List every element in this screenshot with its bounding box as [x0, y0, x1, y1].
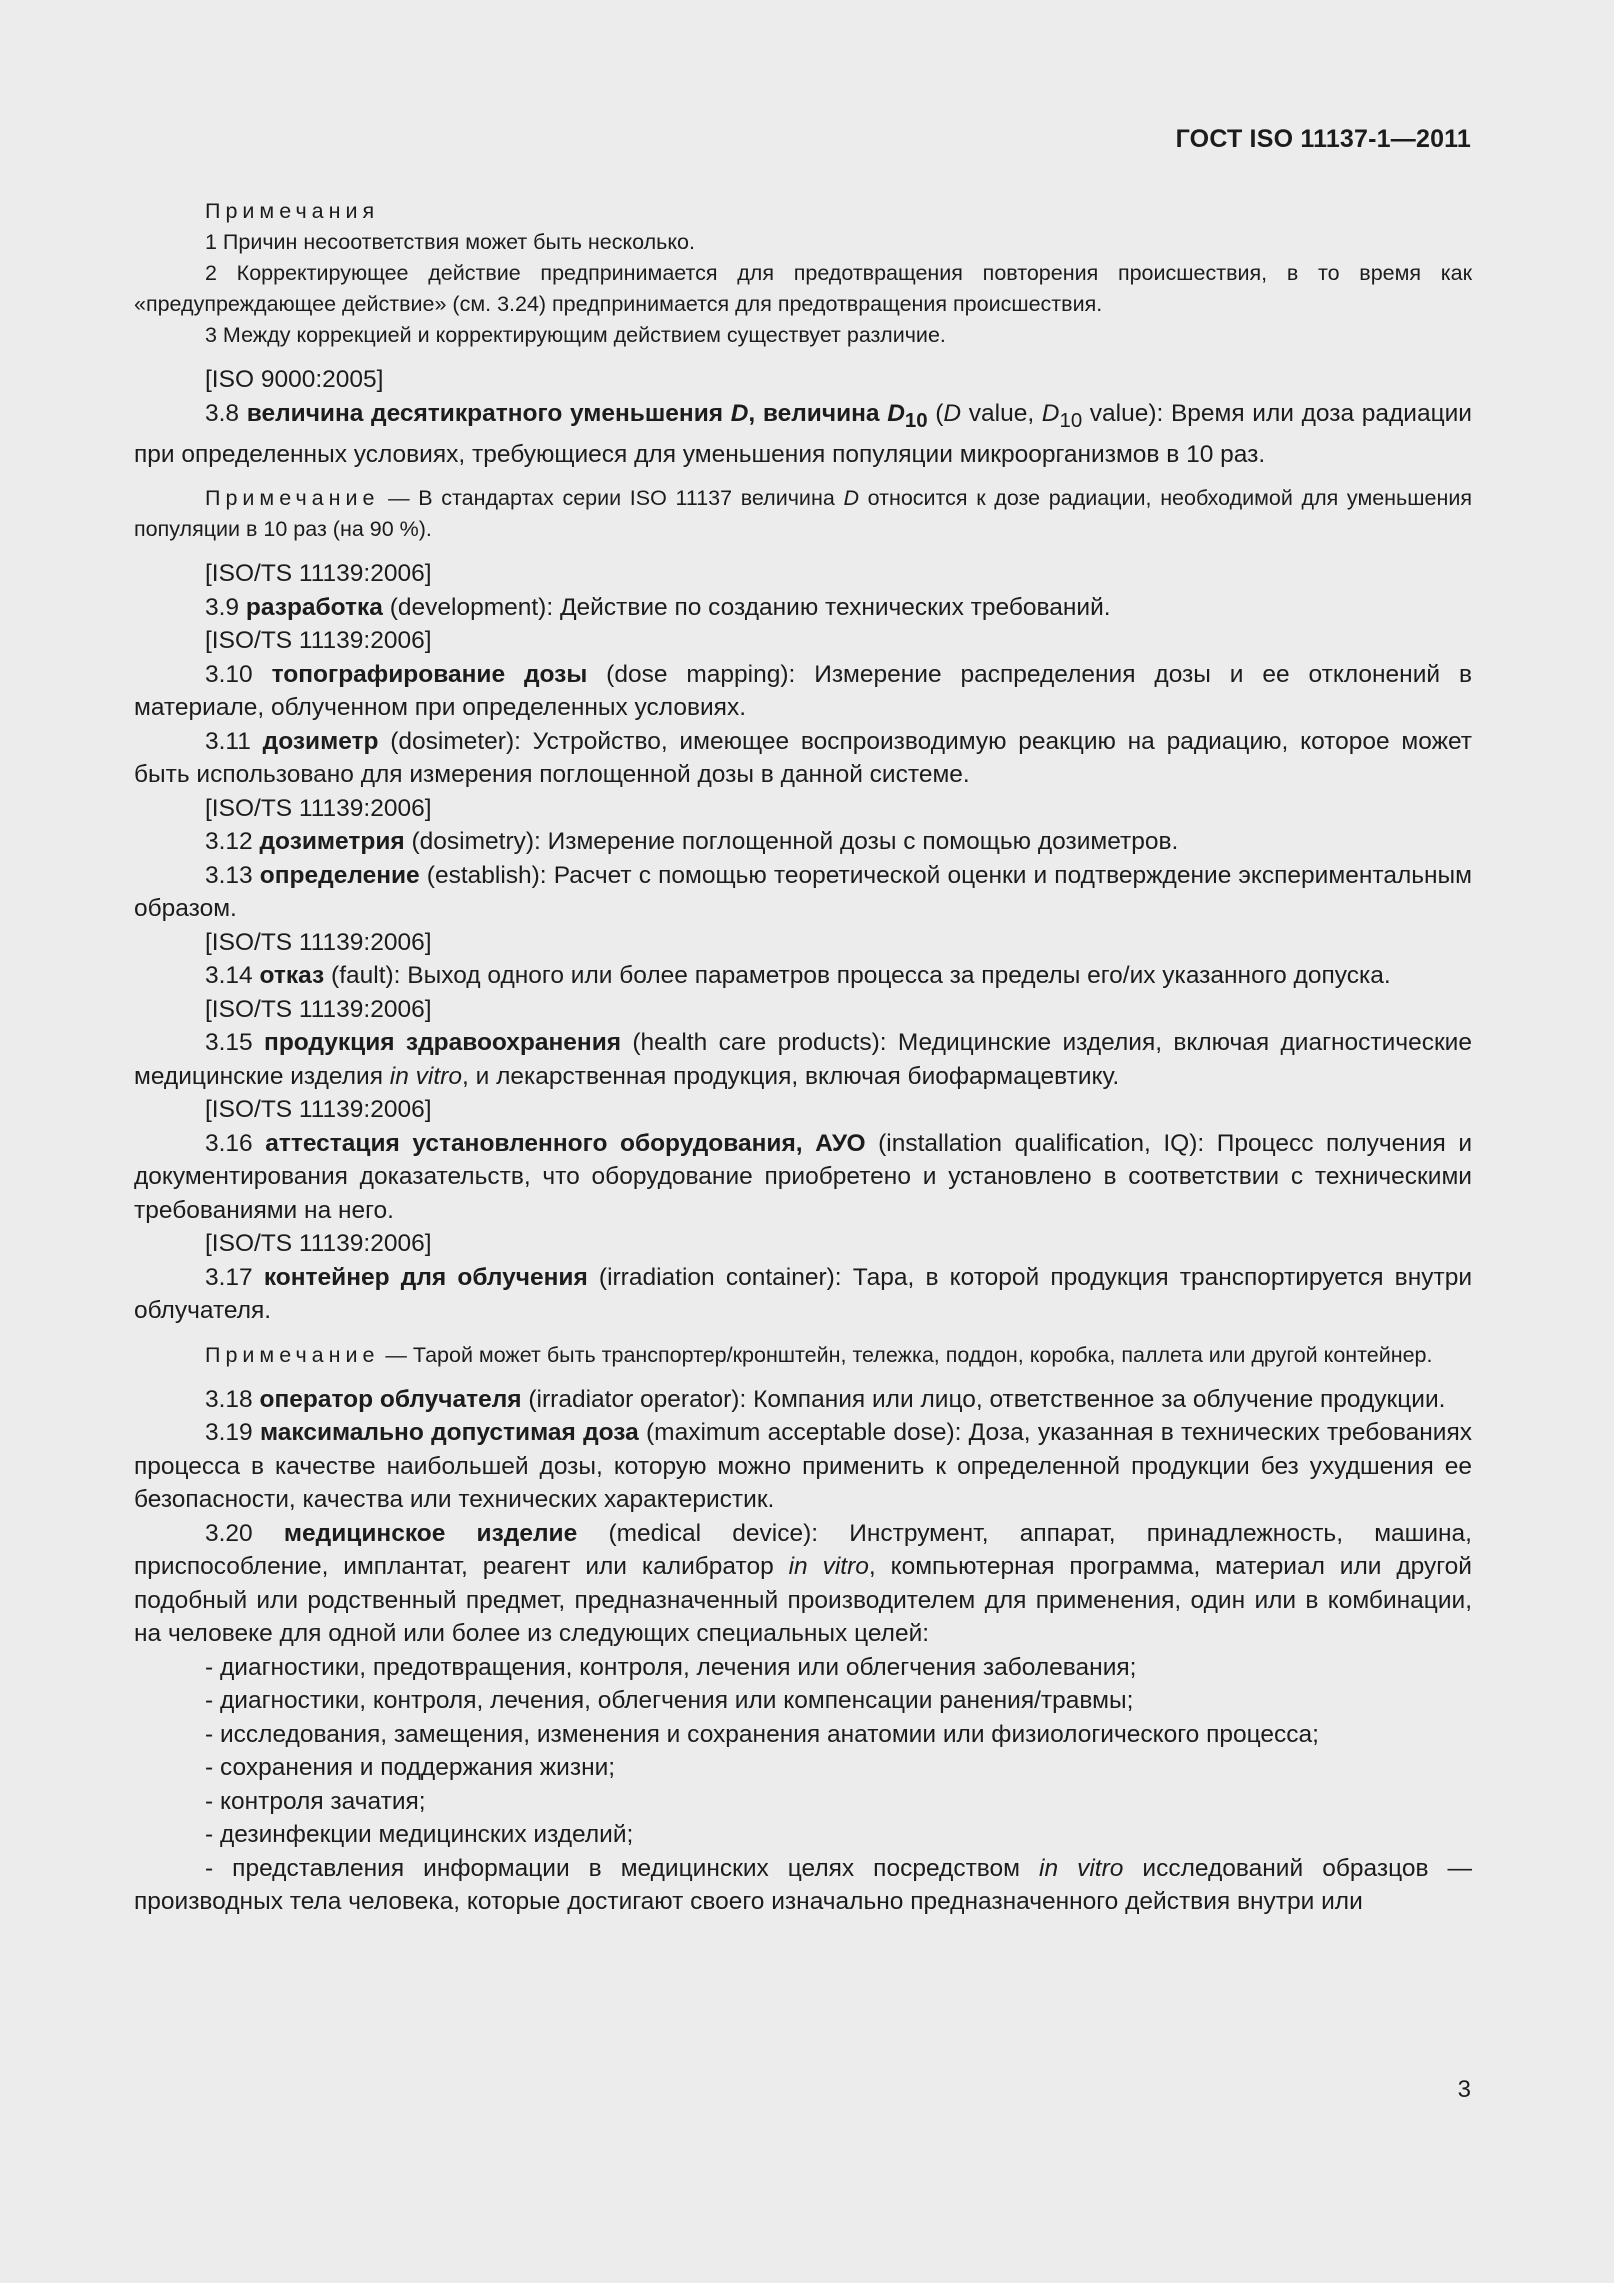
list-item: - дезинфекции медицинских изделий;: [205, 1821, 634, 1849]
list-item: - диагностики, контроля, лечения, облегчения или компенсации ранения/травмы;: [205, 1687, 1134, 1715]
note-3-8: Примечание — В стандартах серии ISO 11137 величина D относится к дозе радиации, необходимой для уменьшения популяции в 10 раз (на 90 %).: [134, 486, 1472, 542]
term-3-19: 3.19 максимально допустимая доза (maximum acceptable dose): Доза, указанная в технических требованиях процесса в качестве наибольшей дозы, которую можно применить к определенной продукции без ухудшения ее безопасности, качества или технических характеристик.: [134, 1419, 1473, 1514]
list-item: - сохранения и поддержания жизни;: [205, 1754, 616, 1782]
definitions-block-1: [134, 363, 1472, 471]
term-3-17: 3.17 контейнер для облучения (irradiation container): Тара, в которой продукция транспортируется внутри облучателя.: [134, 1263, 1473, 1325]
term-3-15: 3.15 продукция здравоохранения (health care products): Медицинские изделия, включая диагностические медицинские изделия in vitro, и лекарственная продукция, включая биофармацевтику.: [134, 1029, 1472, 1090]
note-item-2: 2 Корректирующее действие предпринимается для предотвращения повторения происшествия, в то время как «предупреждающее действие» (см. 3.24) предпринимается для предотвращения происшествия.: [134, 261, 1472, 316]
reference: [ISO/TS 11139:2006]: [205, 1230, 432, 1258]
notes-block: [134, 196, 1472, 351]
page-number: 3: [1457, 2076, 1471, 2103]
document-code: ГОСТ ISO 11137-1—2011: [1175, 125, 1471, 153]
reference: [ISO/TS 11139:2006]: [205, 928, 432, 956]
note-3-17: Примечание — Тарой может быть транспортер/кронштейн, тележка, поддон, коробка, паллета или другой контейнер.: [205, 1342, 1433, 1367]
note-label: Примечание: [205, 486, 380, 511]
notes-title: Примечания: [205, 199, 380, 223]
reference: [ISO/TS 11139:2006]: [205, 794, 432, 822]
list-item: - представления информации в медицинских целях посредством in vitro исследований образцов — производных тела человека, которые достигают своего изначально предназначенного действия внутри или: [134, 1854, 1472, 1916]
term-3-14: 3.14 отказ (fault): Выход одного или более параметров процесса за пределы его/их указанного допуска.: [205, 962, 1391, 990]
note-label: Примечание: [205, 1342, 380, 1367]
definitions-block-3: [134, 1383, 1472, 1919]
page-content: [134, 196, 1472, 1919]
term-3-8: 3.8 величина десятикратного уменьшения D, величина $D_{10}$ (D value, $D_{10}$ value): Время или доза радиации при определенных условиях, требующиеся для уменьшения популяции микроорганизмов в 10 раз.: [134, 399, 1472, 468]
list-item: - диагностики, предотвращения, контроля, лечения или облегчения заболевания;: [205, 1653, 1137, 1681]
term-3-9: 3.9 разработка (development): Действие по созданию технических требований.: [205, 593, 1111, 621]
definitions-block-2: [134, 557, 1472, 1328]
reference: [ISO/TS 11139:2006]: [205, 995, 432, 1023]
reference: [ISO/TS 11139:2006]: [205, 627, 432, 655]
term-3-8-name: величина десятикратного уменьшения D, величина $D_{10}$: [246, 399, 928, 432]
term-3-18: 3.18 оператор облучателя (irradiator operator): Компания или лицо, ответственное за облучение продукции.: [205, 1385, 1446, 1413]
note-item-1: 1 Причин несоответствия может быть несколько.: [205, 230, 695, 254]
note-item-3: 3 Между коррекцией и корректирующим действием существует различие.: [205, 323, 946, 347]
term-3-20: 3.20 медицинское изделие (medical device): Инструмент, аппарат, принадлежность, машина, приспособление, имплантат, реагент или калибратор in vitro, компьютерная программа, материал или другой подобный или родственный предмет, предназначенный производителем для применения, один или в комбинации, на человеке для одной или более из следующих специальных целей:: [134, 1519, 1472, 1648]
reference-iso9000: [ISO 9000:2005]: [205, 366, 384, 393]
term-3-13: 3.13 определение (establish): Расчет с помощью теоретической оценки и подтверждение экспериментальным образом.: [134, 861, 1472, 923]
list-item: - контроля зачатия;: [205, 1787, 426, 1815]
term-3-11: 3.11 дозиметр (dosimeter): Устройство, имеющее воспроизводимую реакцию на радиацию, которое может быть использовано для измерения поглощенной дозы в данной системе.: [134, 727, 1472, 789]
reference: [ISO/TS 11139:2006]: [205, 1096, 432, 1124]
term-3-10: 3.10 топографирование дозы (dose mapping): Измерение распределения дозы и ее отклонений в материале, облученном при определенных условиях.: [134, 660, 1473, 722]
list-item: - исследования, замещения, изменения и сохранения анатомии или физиологического процесса;: [205, 1720, 1319, 1748]
term-3-12: 3.12 дозиметрия (dosimetry): Измерение поглощенной дозы с помощью дозиметров.: [205, 828, 1179, 856]
reference: [ISO/TS 11139:2006]: [205, 560, 432, 588]
term-3-16: 3.16 аттестация установленного оборудования, АУО (installation qualification, IQ): Процесс получения и документирования доказательств, что оборудование приобретено и установлено в соответствии с техническими требованиями на него.: [134, 1129, 1473, 1224]
